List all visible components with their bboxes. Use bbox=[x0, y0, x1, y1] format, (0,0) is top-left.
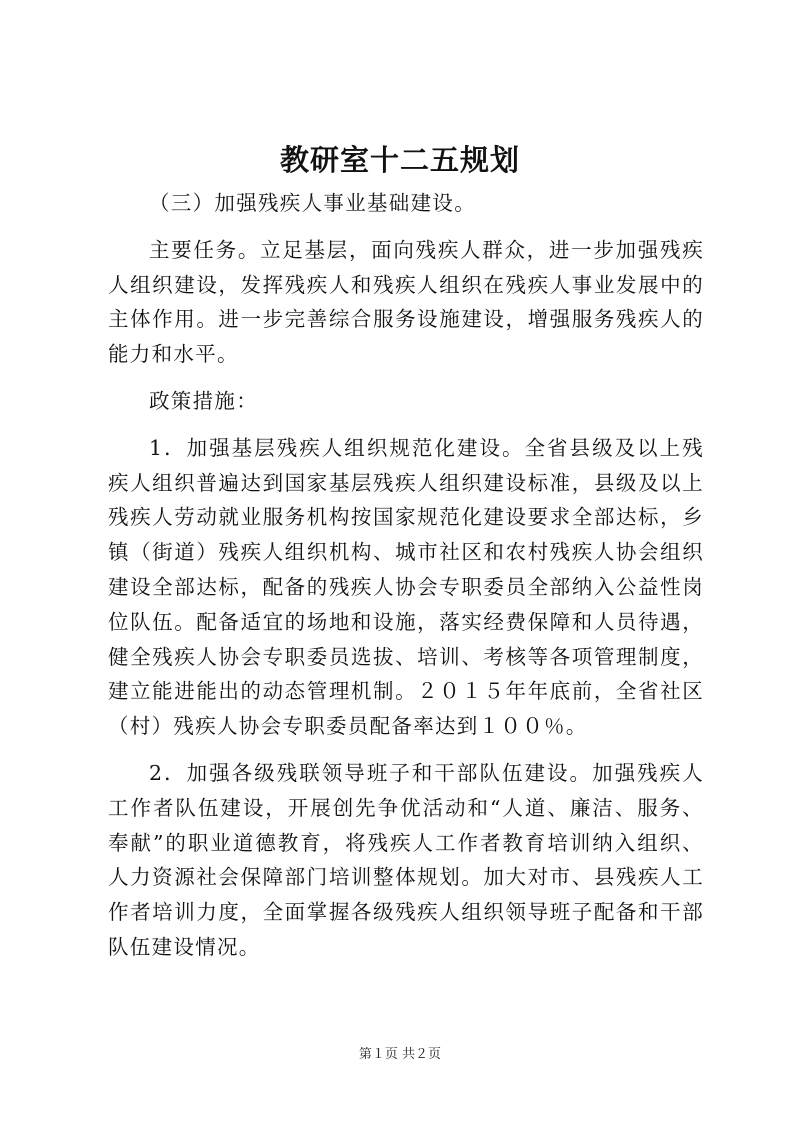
page-number: 第１页 共２页 bbox=[358, 1047, 442, 1062]
document-title: 教研室十二五规划 bbox=[279, 143, 520, 177]
paragraph-main-tasks: 主要任务。立足基层，面向残疾人群众，进一步加强残疾人组织建设，发挥残疾人和残疾人组织在残疾人事业发展中的主体作用。进一步完善综合服务设施建设，增强服务残疾人的能力和水平。 bbox=[108, 237, 704, 367]
section-heading: （三）加强残疾人事业基础建设。 bbox=[149, 191, 476, 215]
paragraph-policy-heading: 政策措施： bbox=[149, 388, 258, 413]
paragraph-item-2: 2．加强各级残联领导班子和干部队伍建设。加强残疾人工作者队伍建设，开展创先争优活动和“人道、廉洁、服务、奉献”的职业道德教育，将残疾人工作者教育培训纳入组织、人力资源社会保障部门培训整体规划。加大对市、县残疾人工作者培训力度，全面掌握各级残疾人组织领导班子配备和干部队伍建设情况。 bbox=[108, 760, 704, 959]
document-body bbox=[108, 186, 704, 965]
paragraph-item-1: 1．加强基层残疾人组织规范化建设。全省县级及以上残疾人组织普遍达到国家基层残疾人组织建设标准，县级及以上残疾人劳动就业服务机构按国家规范化建设要求全部达标，乡镇（街道）残疾人组织机构、城市社区和农村残疾人协会组织建设全部达标，配备的残疾人协会专职委员全部纳入公益性岗位队伍。配备适宜的场地和设施，落实经费保障和人员待遇，健全残疾人协会专职委员选拔、培训、考核等各项管理制度，建立能进能出的动态管理机制。２０１５年年底前，全省社区（村）残疾人协会专职委员配备率达到１００％。 bbox=[108, 435, 704, 739]
